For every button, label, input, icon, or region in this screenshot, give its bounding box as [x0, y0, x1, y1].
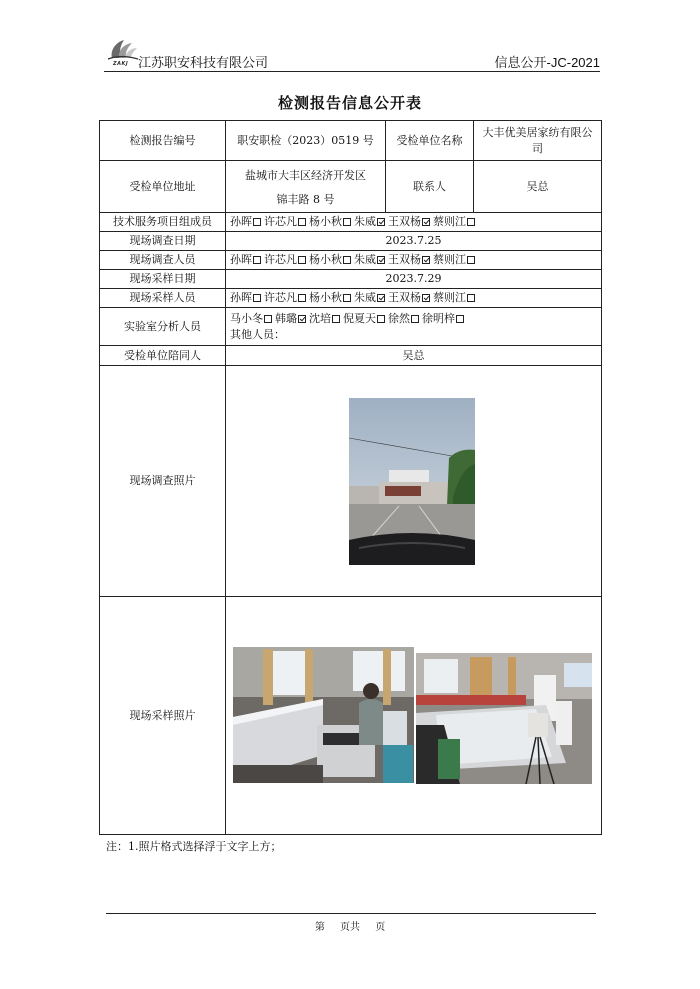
contact-label: 联系人: [386, 161, 474, 213]
client-name-value: 大丰优美居家纺有限公司: [474, 121, 602, 161]
staff-name: 许芯凡: [264, 253, 297, 266]
sampling-photo-label: 现场采样照片: [100, 597, 226, 835]
page-end-label: 页: [375, 922, 386, 933]
staff-checkbox[interactable]: [298, 294, 306, 302]
staff-checkbox[interactable]: [298, 315, 306, 323]
sampling-photo-2: [416, 653, 592, 784]
page-title: 检测报告信息公开表: [277, 94, 422, 112]
staff-checkbox[interactable]: [253, 218, 261, 226]
escort-label: 受检单位陪同人: [100, 346, 226, 366]
staff-checkbox[interactable]: [456, 315, 464, 323]
staff-name: 徐明梓: [422, 311, 455, 325]
staff-checkbox[interactable]: [411, 315, 419, 323]
staff-name: 马小冬: [230, 311, 263, 325]
staff-checkbox[interactable]: [422, 256, 430, 264]
staff-name: 王双杨: [388, 291, 421, 304]
staff-checkbox[interactable]: [377, 218, 385, 226]
staff-name: 杨小秋: [309, 215, 342, 228]
client-name-label: 受检单位名称: [386, 121, 474, 161]
staff-name: 许芯凡: [264, 215, 297, 228]
staff-name: 朱威: [354, 253, 376, 266]
sampling-date-value: 2023.7.29: [226, 270, 602, 289]
staff-name: 徐然: [388, 311, 410, 325]
staff-name: 孙晖: [230, 215, 252, 228]
staff-checkbox[interactable]: [332, 315, 340, 323]
staff-checkbox[interactable]: [422, 218, 430, 226]
company-name: 江苏职安科技有限公司: [138, 56, 269, 71]
staff-checkbox[interactable]: [377, 256, 385, 264]
page-footer: [0, 918, 700, 933]
staff-name: 倪夏天: [343, 311, 376, 325]
sampling-staff-label: 现场采样人员: [100, 289, 226, 308]
sampling-date-label: 现场采样日期: [100, 270, 226, 289]
staff-name: 沈培: [309, 311, 331, 325]
staff-name: 孙晖: [230, 291, 252, 304]
team-list: [226, 213, 602, 232]
lab-staff-label: 实验室分析人员: [100, 308, 226, 346]
staff-name: 蔡则江: [433, 215, 466, 228]
escort-value: 吴总: [226, 346, 602, 366]
survey-staff-list: [226, 251, 602, 270]
page-label: 第: [314, 922, 325, 933]
staff-checkbox[interactable]: [343, 218, 351, 226]
staff-checkbox[interactable]: [467, 294, 475, 302]
staff-checkbox[interactable]: [253, 256, 261, 264]
page-mid-label: 页共: [340, 922, 360, 933]
staff-checkbox[interactable]: [253, 294, 261, 302]
staff-checkbox[interactable]: [422, 294, 430, 302]
report-no-label: 检测报告编号: [100, 121, 226, 161]
staff-name: 蔡则江: [433, 253, 466, 266]
staff-name: 韩璐: [275, 311, 297, 325]
staff-checkbox[interactable]: [298, 218, 306, 226]
survey-date-value: 2023.7.25: [226, 232, 602, 251]
sampling-staff-list: [226, 289, 602, 308]
staff-name: 许芯凡: [264, 291, 297, 304]
address-value: [226, 161, 386, 213]
staff-name: 杨小秋: [309, 253, 342, 266]
staff-name: 杨小秋: [309, 291, 342, 304]
staff-name: 朱威: [354, 291, 376, 304]
staff-checkbox[interactable]: [343, 294, 351, 302]
address-line-1: 盐城市大丰区经济开发区: [245, 168, 366, 182]
lab-other-staff: 其他人员：: [230, 327, 285, 341]
address-label: 受检单位地址: [100, 161, 226, 213]
staff-checkbox[interactable]: [264, 315, 272, 323]
survey-photo: [349, 398, 475, 565]
survey-photo-label: 现场调查照片: [100, 366, 226, 597]
logo-text: ZAKJ: [113, 61, 129, 67]
staff-name: 王双杨: [388, 215, 421, 228]
survey-staff-label: 现场调查人员: [100, 251, 226, 270]
staff-checkbox[interactable]: [467, 256, 475, 264]
page-header: [104, 34, 600, 72]
footer-divider: [106, 913, 596, 914]
staff-checkbox[interactable]: [377, 315, 385, 323]
staff-name: 蔡则江: [433, 291, 466, 304]
staff-name: 孙晖: [230, 253, 252, 266]
staff-checkbox[interactable]: [298, 256, 306, 264]
staff-checkbox[interactable]: [343, 256, 351, 264]
footnote: 注：1.照片格式选择浮于文字上方；: [106, 840, 282, 853]
staff-name: 朱威: [354, 215, 376, 228]
sampling-photo-1: [233, 647, 414, 783]
team-label: 技术服务项目组成员: [100, 213, 226, 232]
lab-staff-cell: [226, 308, 602, 346]
staff-name: 王双杨: [388, 253, 421, 266]
contact-value: 吴总: [474, 161, 602, 213]
address-line-2: 锦丰路 8 号: [276, 192, 335, 206]
staff-checkbox[interactable]: [467, 218, 475, 226]
document-code: 信息公开-JC-2021: [494, 55, 600, 70]
header-divider: [104, 71, 600, 72]
report-no-value: 职安职检（2023）0519 号: [226, 121, 386, 161]
lab-staff-list: [230, 311, 597, 327]
staff-checkbox[interactable]: [377, 294, 385, 302]
survey-date-label: 现场调查日期: [100, 232, 226, 251]
